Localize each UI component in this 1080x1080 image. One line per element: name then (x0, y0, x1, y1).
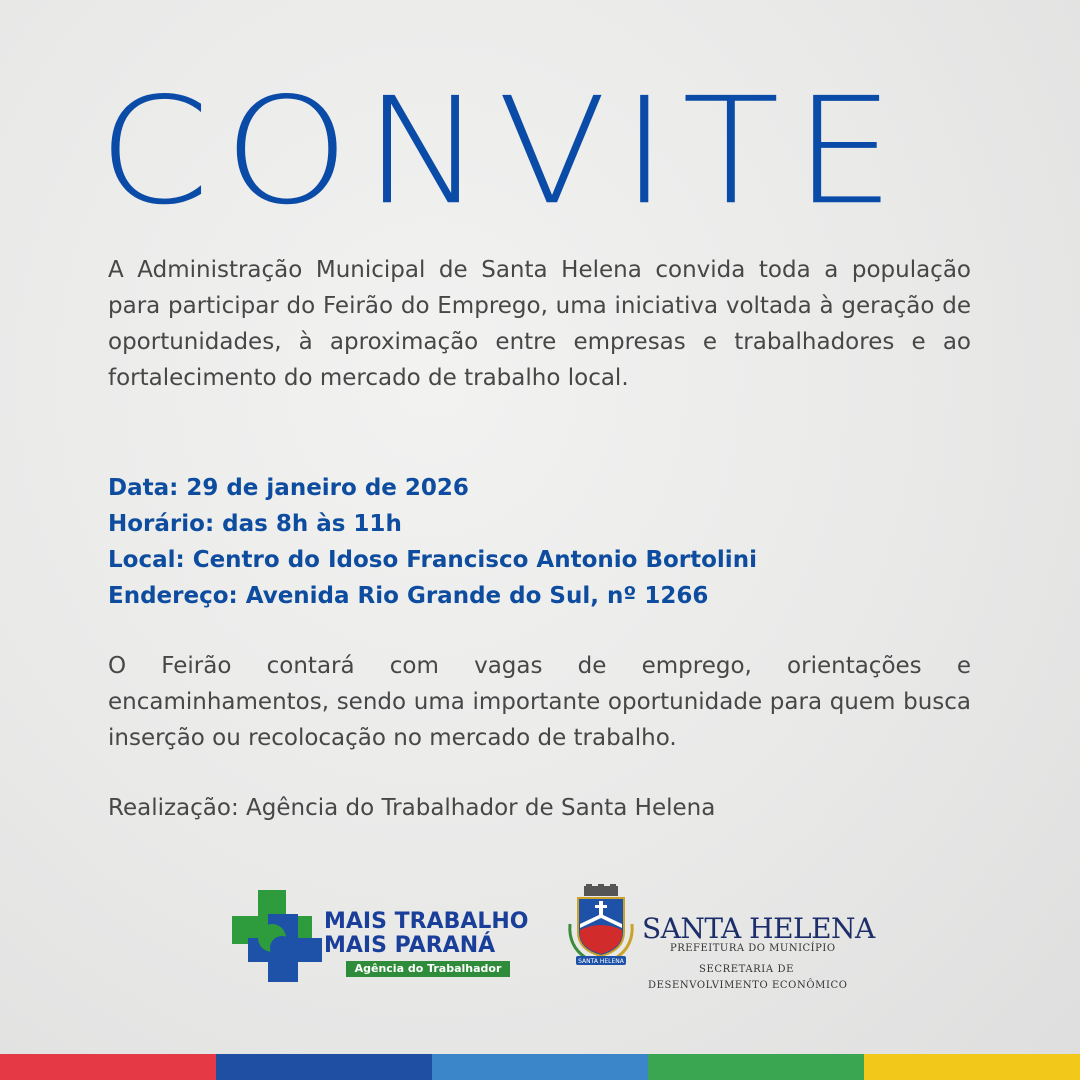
logo-line-2: MAIS PARANÁ (324, 933, 496, 958)
event-time: Horário: das 8h às 11h (108, 511, 402, 537)
department-line-2: DESENVOLVIMENTO ECONÔMICO (648, 980, 848, 991)
stripe-green (648, 1054, 864, 1080)
event-location: Local: Centro do Idoso Francisco Antonio Bortolini (108, 547, 757, 573)
crest-icon (566, 884, 636, 968)
page-title: CONVITE (98, 65, 909, 238)
municipality-subtitle: PREFEITURA DO MUNICÍPIO (670, 943, 836, 954)
crest-text: SANTA HELENA (578, 958, 624, 965)
mais-trabalho-logo (228, 888, 529, 988)
body-paragraph: O Feirão contará com vagas de emprego, orientações e encaminhamentos, sendo uma importante oportunidade para quem busca inserção ou recolocação no mercado de trabalho. (108, 653, 971, 751)
event-address: Endereço: Avenida Rio Grande do Sul, nº 1266 (108, 583, 709, 609)
stripe-dark-blue (216, 1054, 432, 1080)
color-stripe-bar (0, 1054, 1080, 1080)
stripe-light-blue (432, 1054, 648, 1080)
stripe-red (0, 1054, 216, 1080)
department-line-1: SECRETARIA DE (699, 964, 794, 975)
stripe-yellow (864, 1054, 1080, 1080)
event-details (108, 470, 978, 614)
event-date: Data: 29 de janeiro de 2026 (108, 475, 469, 501)
santa-helena-logo (566, 884, 875, 994)
credit-line: Realização: Agência do Trabalhador de Santa Helena (108, 795, 716, 821)
municipality-name: SANTA HELENA (642, 912, 875, 945)
intro-paragraph: A Administração Municipal de Santa Helena convida toda a população para participar do Feirão do Emprego, uma iniciativa voltada à geração de oportunidades, à aproximação entre empresas e trabalhadores e ao fortalecimento do mercado de trabalho local. (108, 257, 971, 391)
cross-logo-icon (228, 888, 324, 984)
logo-tag: Agência do Trabalhador (354, 962, 502, 975)
logo-line-1: MAIS TRABALHO (324, 909, 529, 934)
logo-tag-bar (346, 961, 510, 977)
